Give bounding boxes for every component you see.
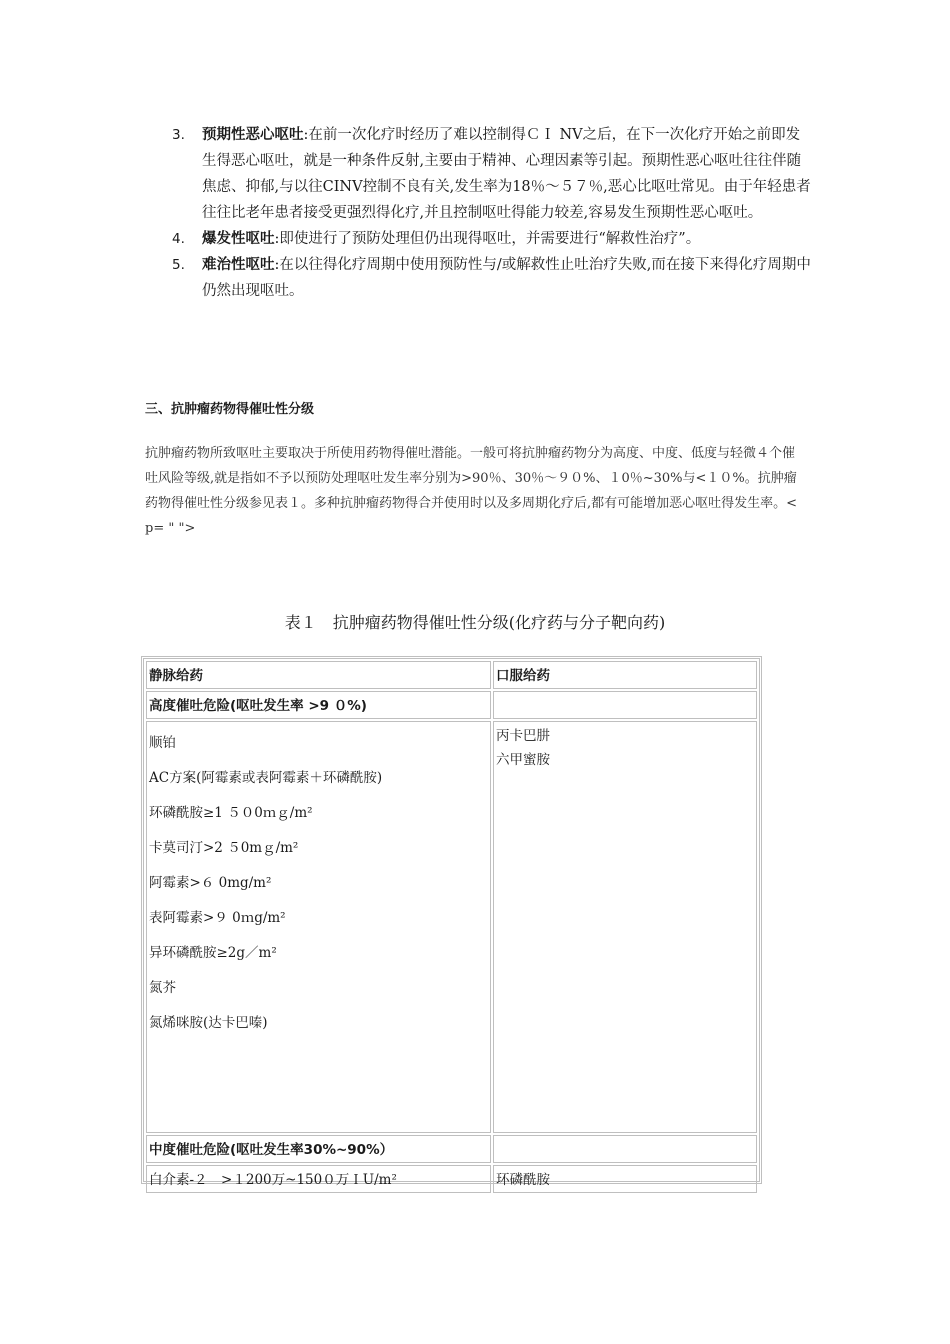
moderate-risk-label: 中度催吐危险(呕吐发生率30%~90%） (146, 1135, 491, 1163)
list-term: 难治性呕吐 (202, 257, 275, 273)
section-heading: 三、抗肿瘤药物得催吐性分级 (145, 402, 315, 417)
high-iv-cell (146, 721, 491, 1133)
list-number: 4. (172, 231, 185, 247)
drug-item: 表阿霉素>９ 0ｍg/m² (149, 910, 286, 926)
list-text: :即使进行了预防处理但仍出现得呕吐，并需要进行“解救性治疗”。 (274, 231, 701, 247)
drug-item: 卡莫司汀>2 ５0mｇ/m² (149, 840, 299, 856)
drug-item: 环磷酰胺≥1 ５０0ｍｇ/m² (149, 805, 313, 821)
drug-item: 六甲蜜胺 (496, 752, 550, 768)
list-number: 5. (172, 257, 185, 273)
drug-item: 氮芥 (149, 980, 176, 996)
drug-item: AC方案(阿霉素或表阿霉素＋环磷酰胺) (149, 770, 383, 786)
header-oral: 口服给药 (493, 661, 757, 689)
high-oral-cell (493, 721, 757, 1133)
drug-item: 异环磷酰胺≥2g／m² (149, 945, 277, 961)
moderate-risk-oral-empty (493, 1135, 757, 1163)
list-item (172, 252, 812, 304)
list-text: :在前一次化疗时经历了难以控制得ＣＩ NV之后，在下一次化疗开始之前即发生得恶心呕吐，就是一种条件反射,主要由于精神、心理因素等引起。预期性恶心呕吐往往伴随焦虑、抑郁,与以往CINV控制不良有关,发生率为18％～５７％,恶心比呕吐常见。由于年轻患者往往比老年患者接受更强烈得化疗,并且控制呕吐得能力较差,容易发生预期性恶心呕吐。 (202, 127, 811, 221)
drug-item: 顺铂 (149, 735, 176, 751)
drug-item: 阿霉素>６ 0mg/m² (149, 875, 272, 891)
mod-iv-cell: 白介素-２ >１200万~150０万ＩU/m² (146, 1165, 491, 1193)
list-text: :在以往得化疗周期中使用预防性与/或解救性止吐治疗失败,而在接下来得化疗周期中仍然出现呕吐。 (202, 257, 811, 299)
drug-item: 氮烯咪胺(达卡巴嗪) (149, 1015, 268, 1031)
mod-oral-cell: 环磷酰胺 (493, 1165, 757, 1193)
body-paragraph: 抗肿瘤药物所致呕吐主要取决于所使用药物得催吐潜能。一般可将抗肿瘤药物分为高度、中度、低度与轻微４个催吐风险等级,就是指如不予以预防处理呕吐发生率分别为>90％、30％～９０%、１0％~30%与<１０%。抗肿瘤药物得催吐性分级参见表１。多种抗肿瘤药物得合并使用时以及多周期化疗后,都有可能增加恶心呕吐得发生率。< p= " "> (145, 446, 798, 536)
header-iv: 静脉给药 (146, 661, 491, 689)
table-caption: 表１ 抗肿瘤药物得催吐性分级(化疗药与分子靶向药) (284, 613, 666, 632)
high-risk-oral-empty (493, 691, 757, 719)
list-item (172, 226, 812, 252)
drug-item: 丙卡巴肼 (496, 728, 550, 744)
list-term: 爆发性呕吐 (202, 231, 275, 247)
emetogenic-table (141, 656, 762, 1188)
list-term: 预期性恶心呕吐 (202, 127, 304, 143)
list-item (172, 122, 812, 226)
list-number: 3. (172, 127, 185, 143)
high-risk-label: 高度催吐危险(呕吐发生率 >9 ０%) (146, 691, 491, 719)
numbered-list (172, 122, 812, 304)
